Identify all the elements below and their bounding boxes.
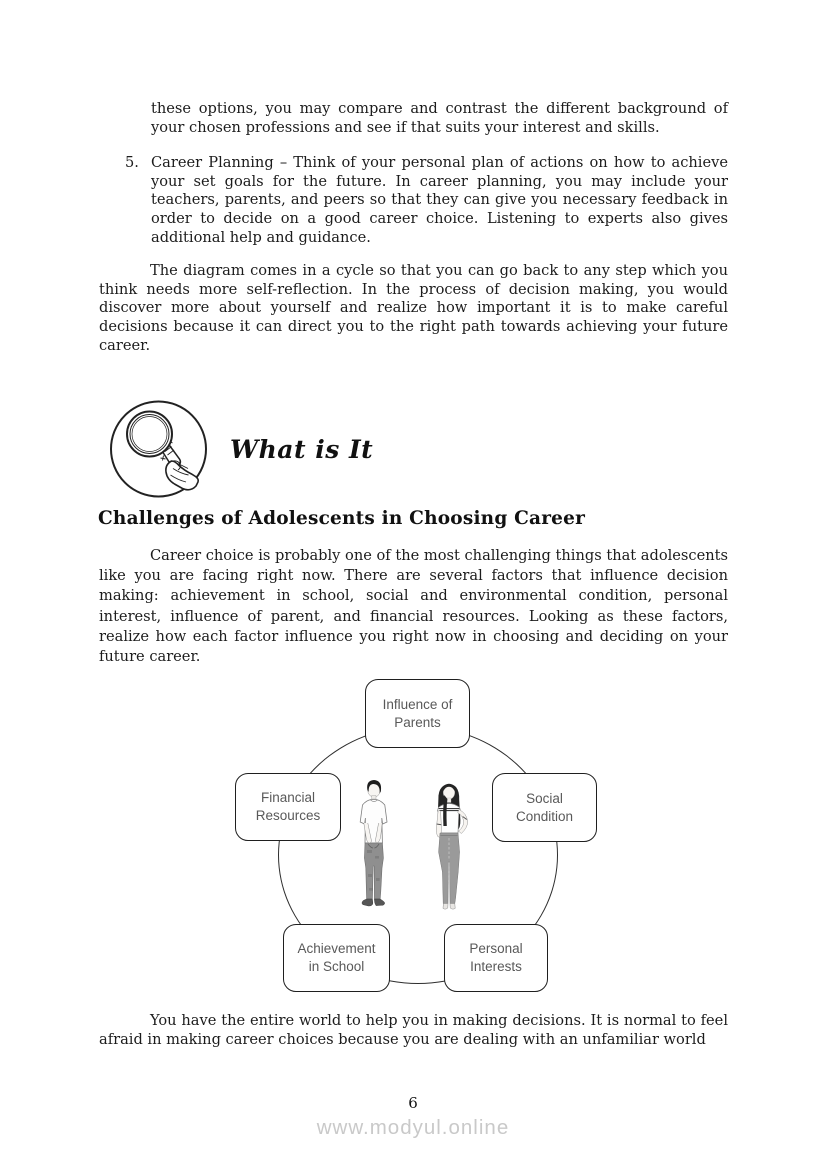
node-label: in School xyxy=(308,959,365,974)
node-personal-interests xyxy=(444,924,548,992)
page-number: 6 xyxy=(408,1094,418,1112)
node-label: Condition xyxy=(515,808,574,824)
node-label: Achievement xyxy=(297,941,376,956)
list-item-5 xyxy=(125,154,728,248)
paragraph-world-help: You have the entire world to help you in making decisions. It is normal to feel afraid in making career choices because you are dealing with an unfamiliar world xyxy=(99,1012,728,1048)
node-label: Parents xyxy=(394,714,441,730)
node-label: Financial xyxy=(260,790,316,805)
watermark: www.modyul.online xyxy=(316,1116,510,1139)
paragraph-career-choice: Career choice is probably one of the most challenging things that adolescents like you are facing right now. There are several factors that influence decision making: achievement in school, social and environmental condition, personal interest, influence of parent, and financial resources. Looking as these factors, realize how each factor influence you right now in choosing and deciding on your future career. xyxy=(99,547,728,666)
magnifier-hand-icon xyxy=(107,399,210,499)
node-label: Resources xyxy=(255,808,321,823)
paragraph-cycle: The diagram comes in a cycle so that you can go back to any step which you think needs more self-reflection. In the process of decision making, you would discover more about yourself and realize how important it is to make careful decisions because it can direct you to the right path towards achieving your future career. xyxy=(99,262,728,354)
node-social-condition xyxy=(492,773,597,842)
section-title: What is It xyxy=(230,434,374,464)
list-item-4-continuation: these options, you may compare and contrast the different background of your chosen professions and see if that suits your interest and skills. xyxy=(151,100,728,136)
node-label: Influence of xyxy=(382,696,453,712)
list-item-number: 5. xyxy=(125,154,139,171)
node-financial-resources xyxy=(235,773,341,841)
section-heading: Challenges of Adolescents in Choosing Career xyxy=(98,508,586,529)
node-label: Social xyxy=(526,790,563,806)
career-factors-diagram xyxy=(0,676,826,1008)
node-label: Personal xyxy=(469,941,523,956)
young-woman-illustration xyxy=(422,780,476,924)
list-item-text: Career Planning – Think of your personal plan of actions on how to achieve your set goals for the future. In career planning, you may include your teachers, parents, and peers so that they can give you necessary feedback in order to decide on a good career choice. Listening to experts also gives additional help and guidance. xyxy=(151,154,728,246)
what-is-it-banner xyxy=(107,399,373,499)
node-influence-of-parents xyxy=(365,679,470,748)
young-man-illustration xyxy=(349,778,397,920)
node-achievement-in-school xyxy=(283,924,390,992)
node-label: Interests xyxy=(470,959,522,974)
